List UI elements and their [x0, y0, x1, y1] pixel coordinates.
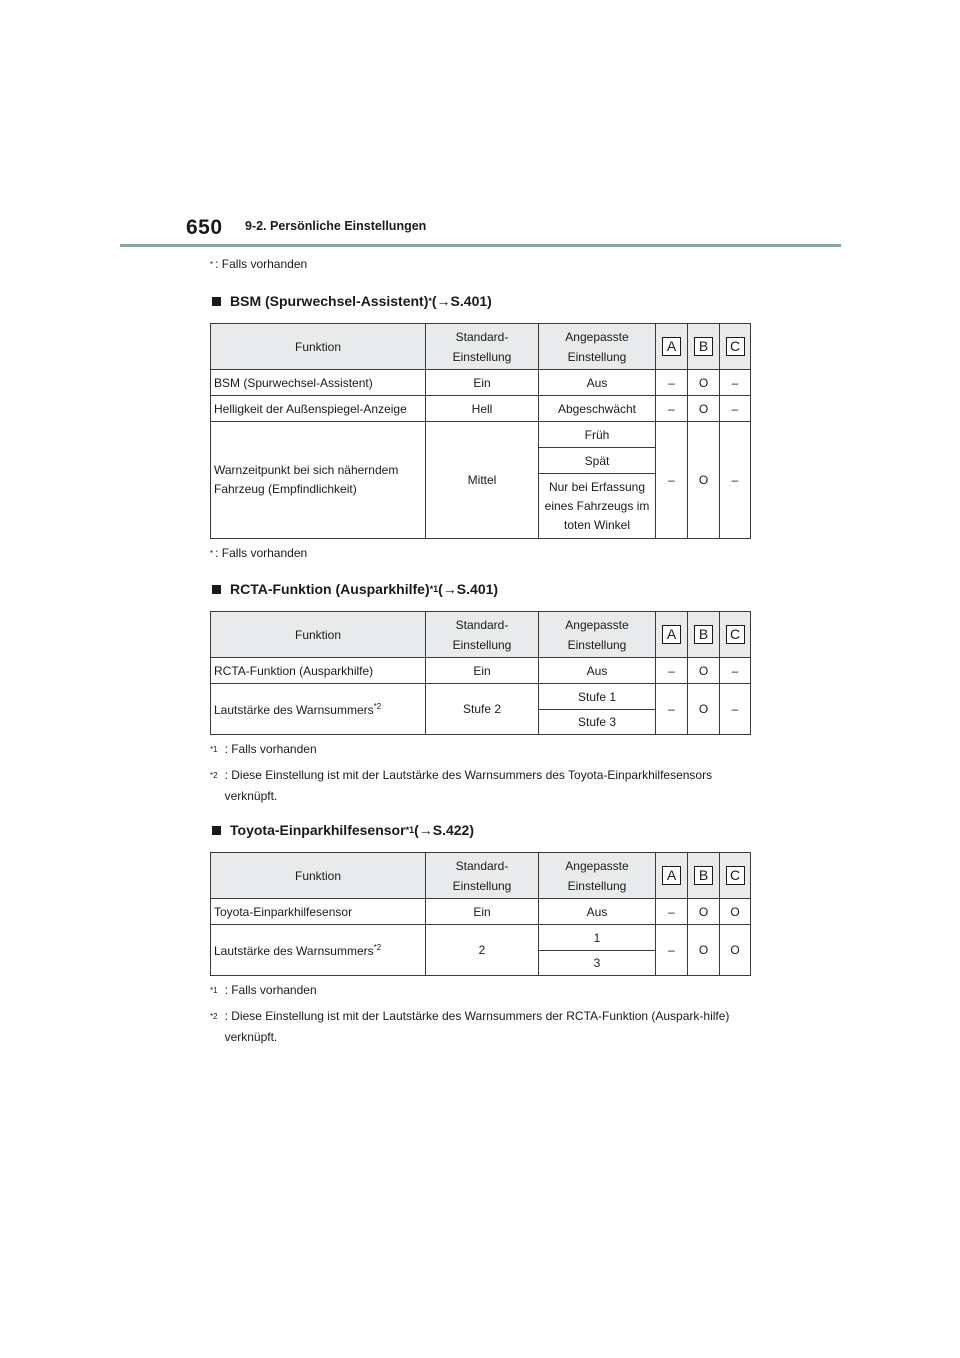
cell-b: O: [688, 396, 720, 422]
cell-funktion: Lautstärke des Warnsummers$^{*2}$: [211, 684, 426, 735]
col-header-standard: Standard- Einstellung: [426, 612, 539, 658]
table-row: [211, 422, 751, 448]
cell-standard: Stufe 2: [426, 684, 539, 735]
col-header-c: [720, 324, 751, 370]
cell-funktion: BSM (Spurwechsel-Assistent): [211, 370, 426, 396]
footnote: [210, 767, 750, 807]
cell-funktion: Warnzeitpunkt bei sich näherndem Fahrzeug (Empfindlichkeit): [211, 422, 426, 539]
cell-standard: Mittel: [426, 422, 539, 539]
col-header-angepasste: Angepasste Einstellung: [539, 612, 656, 658]
footnote-text: : Falls vorhanden: [215, 257, 308, 271]
cell-c: O: [720, 899, 751, 925]
cell-a: –: [656, 925, 688, 976]
col-header-b: [688, 324, 720, 370]
footnotes-parksensor: [210, 982, 750, 1048]
cell-funktion: Lautstärke des Warnsummers$^{*2}$: [211, 925, 426, 976]
square-bullet-icon: [212, 297, 221, 306]
label-b: B: [694, 625, 713, 644]
cell-a: –: [656, 396, 688, 422]
cell-angepasst: Aus: [539, 658, 656, 684]
section-title-text: RCTA-Funktion (Ausparkhilfe): [230, 581, 430, 597]
cell-b: O: [688, 370, 720, 396]
footnote-mark: *1: [210, 986, 218, 995]
col-header-c: [720, 853, 751, 899]
cell-option: Nur bei Erfassung eines Fahrzeugs im toten Winkel: [539, 474, 656, 539]
label-c: C: [726, 866, 745, 885]
footnote: [210, 545, 750, 566]
cell-c: –: [720, 658, 751, 684]
cell-b: O: [688, 684, 720, 735]
footnote-text: : Falls vorhanden: [215, 546, 308, 560]
header-rule: [120, 244, 841, 247]
table-row: [211, 370, 751, 396]
col-header-a: [656, 612, 688, 658]
section-ref: (→S.422): [414, 822, 474, 838]
footnote-mark: *: [210, 549, 214, 558]
label-a: A: [662, 866, 681, 885]
footnote-mark: *: [210, 260, 214, 269]
label-a: A: [662, 625, 681, 644]
cell-funktion: Helligkeit der Außenspiegel-Anzeige: [211, 396, 426, 422]
footnote-mark: *2: [210, 1012, 218, 1021]
col-header-b: [688, 853, 720, 899]
cell-option: 3: [539, 951, 656, 976]
cell-option: Früh: [539, 422, 656, 448]
footnotes-bsm: [210, 545, 750, 566]
cell-option: 1: [539, 925, 656, 951]
cell-a: –: [656, 658, 688, 684]
square-bullet-icon: [212, 585, 221, 594]
parksensor-settings-table: [210, 852, 751, 976]
col-header-funktion: Funktion: [211, 612, 426, 658]
section-title-bsm: [210, 293, 750, 309]
section-title-rcta: [210, 581, 750, 597]
section-title-sup: *1: [405, 825, 415, 835]
footnote-text: : Falls vorhanden: [224, 742, 317, 756]
rcta-settings-table: [210, 611, 751, 735]
section-ref: (→S.401): [431, 293, 492, 309]
footnotes-rcta: [210, 741, 750, 807]
section-title-sup: *: [428, 296, 432, 306]
col-header-angepasste: Angepasste Einstellung: [539, 324, 656, 370]
cell-option: Stufe 3: [539, 710, 656, 735]
section-title-text: BSM (Spurwechsel-Assistent): [230, 293, 429, 309]
col-header-a: [656, 853, 688, 899]
table-header-row: [211, 612, 751, 658]
footnote: [210, 982, 750, 1003]
cell-standard: Hell: [426, 396, 539, 422]
cell-funktion: RCTA-Funktion (Ausparkhilfe): [211, 658, 426, 684]
footnote-mark: *1: [210, 745, 218, 754]
cell-c: –: [720, 396, 751, 422]
cell-a: –: [656, 422, 688, 539]
cell-standard: Ein: [426, 658, 539, 684]
table-row: [211, 899, 751, 925]
col-header-standard: Standard- Einstellung: [426, 853, 539, 899]
cell-c: O: [720, 925, 751, 976]
cell-angepasst: Aus: [539, 899, 656, 925]
label-c: C: [726, 337, 745, 356]
chapter-title: 9-2. Persönliche Einstellungen: [245, 219, 427, 233]
table-row: [211, 925, 751, 951]
col-header-a: [656, 324, 688, 370]
footnote-text: : Diese Einstellung ist mit der Lautstärke des Warnsummers des Toyota-Einparkhilfesensors verknüpft.: [224, 768, 713, 803]
cell-a: –: [656, 370, 688, 396]
cell-standard: Ein: [426, 370, 539, 396]
label-b: B: [694, 866, 713, 885]
cell-standard: Ein: [426, 899, 539, 925]
cell-b: O: [688, 925, 720, 976]
cell-standard: 2: [426, 925, 539, 976]
cell-funktion: Toyota-Einparkhilfesensor: [211, 899, 426, 925]
col-header-c: [720, 612, 751, 658]
square-bullet-icon: [212, 826, 221, 835]
col-header-funktion: Funktion: [211, 324, 426, 370]
cell-c: –: [720, 422, 751, 539]
col-header-funktion: Funktion: [211, 853, 426, 899]
table-row: [211, 684, 751, 710]
label-c: C: [726, 625, 745, 644]
table-header-row: [211, 324, 751, 370]
cell-b: O: [688, 899, 720, 925]
cell-a: –: [656, 899, 688, 925]
section-title-parksensor: [210, 822, 750, 838]
table-header-row: [211, 853, 751, 899]
col-header-standard: Standard- Einstellung: [426, 324, 539, 370]
table-row: [211, 658, 751, 684]
section-title-sup: *1: [429, 584, 439, 594]
page-number: 650: [186, 216, 223, 239]
section-ref: (→S.401): [438, 581, 499, 597]
cell-a: –: [656, 684, 688, 735]
cell-option: Spät: [539, 448, 656, 474]
cell-angepasst: Abgeschwächt: [539, 396, 656, 422]
col-header-angepasste: Angepasste Einstellung: [539, 853, 656, 899]
footnote-text: : Falls vorhanden: [224, 983, 317, 997]
cell-c: –: [720, 370, 751, 396]
page-content: [210, 256, 750, 1048]
cell-c: –: [720, 684, 751, 735]
table-row: [211, 396, 751, 422]
intro-footnote: [210, 256, 750, 277]
cell-option: Stufe 1: [539, 684, 656, 710]
footnote-mark: *2: [210, 771, 218, 780]
section-title-text: Toyota-Einparkhilfesensor: [230, 822, 406, 838]
footnote-text: : Diese Einstellung ist mit der Lautstärke des Warnsummers der RCTA-Funktion (Auspark-hilfe) verknüpft.: [224, 1009, 730, 1044]
cell-angepasst: Aus: [539, 370, 656, 396]
label-b: B: [694, 337, 713, 356]
bsm-settings-table: [210, 323, 751, 539]
cell-b: O: [688, 658, 720, 684]
cell-b: O: [688, 422, 720, 539]
footnote: [210, 741, 750, 762]
col-header-b: [688, 612, 720, 658]
label-a: A: [662, 337, 681, 356]
footnote: [210, 1008, 750, 1048]
